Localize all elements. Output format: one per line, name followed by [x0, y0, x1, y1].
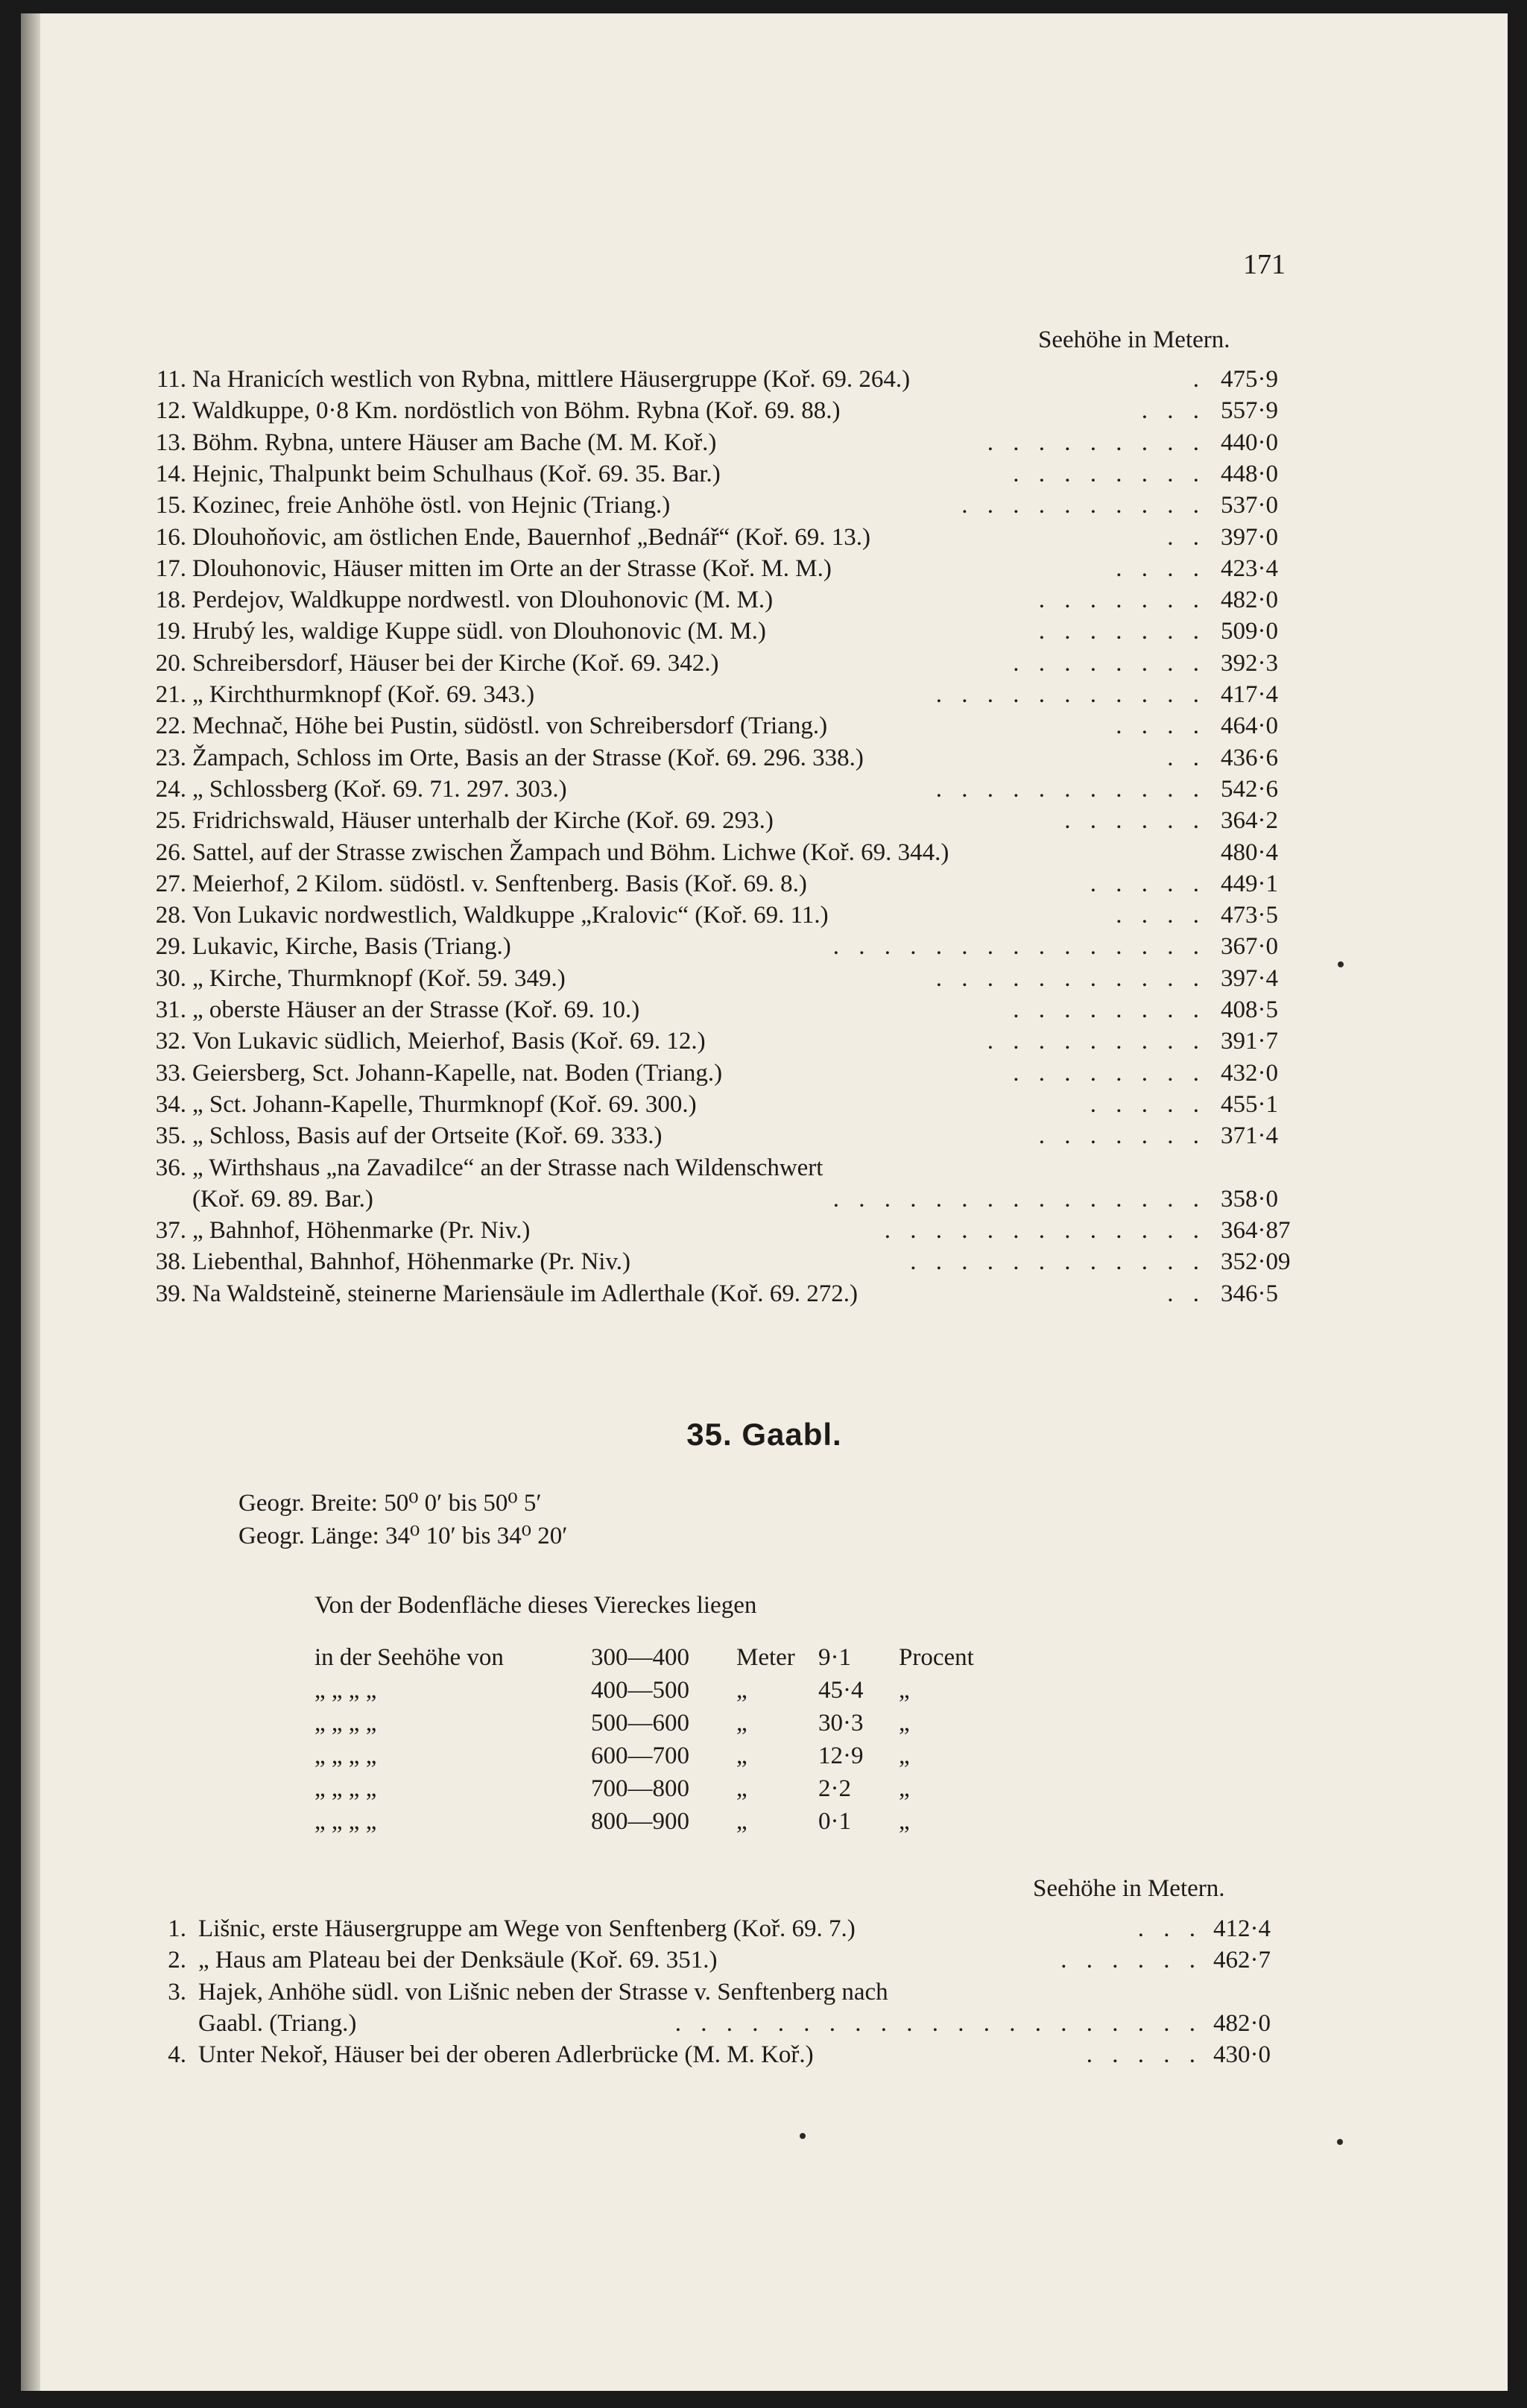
book-page: [21, 13, 1508, 2391]
distribution-range: 700—800: [591, 1775, 689, 1802]
entry-number: 30.: [155, 964, 186, 992]
elevation-value: 408·5: [1221, 996, 1278, 1023]
elevation-value: 509·0: [1221, 618, 1278, 645]
leader-dots: . . . .: [1116, 554, 1206, 582]
distribution-value: 9·1: [818, 1644, 851, 1671]
elevation-entry: [140, 679, 1303, 710]
elevation-entry: [140, 2008, 1303, 2039]
elevation-value: 542·6: [1221, 775, 1278, 803]
entry-number: 13.: [155, 429, 186, 456]
elevation-value: 436·6: [1221, 744, 1278, 771]
elevation-entry: [140, 522, 1303, 553]
elevation-value: 440·0: [1221, 429, 1278, 456]
elevation-value: 367·0: [1221, 933, 1278, 961]
latitude-line: Geogr. Breite: 50⁰ 0′ bis 50⁰ 5′: [238, 1490, 542, 1517]
distribution-unit: „: [736, 1677, 747, 1704]
leader-dots: . .: [1167, 744, 1206, 771]
entry-description: „ Schlossberg (Koř. 69. 71. 297. 303.): [192, 775, 567, 803]
entry-description: „ Schloss, Basis auf der Ortseite (Koř. 69. 333.): [192, 1122, 663, 1150]
elevation-entry: [140, 584, 1303, 616]
entry-number: 34.: [155, 1090, 186, 1118]
entry-number: 26.: [155, 838, 186, 866]
entry-description: „ Sct. Johann-Kapelle, Thurmknopf (Koř. 69. 300.): [192, 1090, 697, 1118]
entry-number: 12.: [155, 397, 186, 425]
entry-number: 20.: [155, 649, 186, 677]
leader-dots: . .: [1167, 523, 1206, 551]
elevation-entry: [140, 710, 1303, 742]
entry-number: 21.: [155, 681, 186, 708]
distribution-percent: „: [899, 1710, 910, 1737]
distribution-unit: „: [736, 1710, 747, 1737]
distribution-value: 2·2: [818, 1775, 851, 1802]
elevation-entry: [140, 1152, 1303, 1184]
elevation-value: 364·2: [1221, 807, 1278, 835]
entry-description: Hrubý les, waldige Kuppe südl. von Dlouhonovic (M. M.): [192, 618, 766, 645]
distribution-range: 800—900: [591, 1808, 689, 1835]
leader-dots: . . . . . . . .: [1013, 1059, 1206, 1087]
elevation-value: 480·4: [1221, 838, 1278, 866]
entry-description: Na Waldsteině, steinerne Mariensäule im Adlerthale (Koř. 69. 272.): [192, 1280, 858, 1307]
entry-number: 37.: [155, 1217, 186, 1245]
entry-number: 38.: [155, 1248, 186, 1276]
elevation-entry: [140, 1184, 1303, 1215]
entry-number: 16.: [155, 523, 186, 551]
entry-description: Von Lukavic nordwestlich, Waldkuppe „Kralovic“ (Koř. 69. 11.): [192, 902, 829, 929]
page-gutter: [21, 13, 40, 2391]
leader-dots: . . . . . . . . .: [987, 1028, 1206, 1055]
section-title: 35. Gaabl.: [686, 1417, 842, 1452]
leader-dots: .: [1192, 366, 1206, 393]
elevation-value: 455·1: [1221, 1090, 1278, 1118]
distribution-value: 0·1: [818, 1808, 851, 1835]
leader-dots: . . . . .: [1086, 2041, 1202, 2069]
leader-dots: . . . . . . . .: [1013, 649, 1206, 677]
elevation-value: 449·1: [1221, 870, 1278, 897]
entry-description: Meierhof, 2 Kilom. südöstl. v. Senftenberg. Basis (Koř. 69. 8.): [192, 870, 807, 897]
distribution-label: „ „ „ „: [314, 1742, 377, 1769]
elevation-entry: [140, 837, 1303, 868]
entry-description: „ Wirthshaus „na Zavadilce“ an der Strasse nach Wildenschwert: [192, 1154, 823, 1181]
entry-number: 29.: [155, 933, 186, 961]
elevation-entry: [140, 1246, 1303, 1277]
entry-number: 25.: [155, 807, 186, 835]
entry-number: 32.: [155, 1028, 186, 1055]
elevation-entry: [140, 774, 1303, 805]
ink-speck: [800, 2133, 806, 2139]
entry-description: „ oberste Häuser an der Strasse (Koř. 69. 10.): [192, 996, 640, 1023]
elevation-entry: [140, 742, 1303, 774]
elevation-entry: [140, 900, 1303, 931]
leader-dots: . . . . . .: [1064, 807, 1206, 835]
elevation-entry: [140, 1944, 1303, 1976]
leader-dots: . . . .: [1116, 712, 1206, 740]
ink-speck: [1338, 961, 1344, 967]
entry-description: „ Kirche, Thurmknopf (Koř. 59. 349.): [192, 964, 566, 992]
elevation-value: 473·5: [1221, 902, 1278, 929]
longitude-line: Geogr. Länge: 34⁰ 10′ bis 34⁰ 20′: [238, 1523, 568, 1549]
entry-description: (Koř. 69. 89. Bar.): [192, 1185, 373, 1213]
leader-dots: . . . . .: [1090, 1090, 1206, 1118]
leader-dots: . . . . . . . . . .: [961, 492, 1206, 519]
entry-number: 28.: [155, 902, 186, 929]
elevation-entry: [140, 1089, 1303, 1120]
elevation-value: 391·7: [1221, 1028, 1278, 1055]
leader-dots: . . . . . . .: [1038, 1122, 1206, 1150]
page-number: 171: [1243, 249, 1286, 280]
entry-number: 39.: [155, 1280, 186, 1307]
distribution-percent: Procent: [899, 1644, 974, 1671]
entry-description: Hajek, Anhöhe südl. von Lišnic neben der Strasse v. Senftenberg nach: [198, 1978, 888, 2006]
entry-description: Gaabl. (Triang.): [198, 2009, 357, 2037]
elevation-value: 537·0: [1221, 492, 1278, 519]
elevation-value: 412·4: [1213, 1915, 1271, 1942]
entry-number: 14.: [155, 460, 186, 487]
leader-dots: . . .: [1141, 397, 1206, 425]
entry-number: 24.: [155, 775, 186, 803]
elevation-entry: [140, 994, 1303, 1026]
entry-number: 36.: [155, 1154, 186, 1181]
elevation-value: 346·5: [1221, 1280, 1278, 1307]
distribution-value: 45·4: [818, 1677, 864, 1704]
leader-dots: . . . . . . . . . . .: [935, 681, 1206, 708]
distribution-label: „ „ „ „: [314, 1677, 377, 1704]
elevation-entry: [140, 931, 1303, 962]
distribution-range: 400—500: [591, 1677, 689, 1704]
leader-dots: . .: [1167, 1280, 1206, 1307]
leader-dots: . . . . . . .: [1038, 618, 1206, 645]
entry-description: Waldkuppe, 0·8 Km. nordöstlich von Böhm. Rybna (Koř. 69. 88.): [192, 397, 841, 425]
elevation-entry: [140, 1120, 1303, 1151]
entry-number: 11.: [156, 366, 186, 393]
distribution-label: in der Seehöhe von: [314, 1644, 504, 1671]
distribution-percent: „: [899, 1808, 910, 1835]
entry-number: 2.: [168, 1947, 186, 1974]
elevation-entry: [140, 395, 1303, 426]
elevation-entry: [140, 805, 1303, 836]
leader-dots: . . . . . . .: [1038, 587, 1206, 614]
column-header-top: Seehöhe in Metern.: [1038, 326, 1230, 353]
entry-number: 35.: [155, 1122, 186, 1150]
distribution-range: 600—700: [591, 1742, 689, 1769]
elevation-entry: [140, 963, 1303, 994]
entry-description: Dlouhonovic, Häuser mitten im Orte an der Strasse (Koř. M. M.): [192, 554, 832, 582]
entry-description: Mechnač, Höhe bei Pustin, südöstl. von Schreibersdorf (Triang.): [192, 712, 828, 740]
ink-speck: [1337, 2139, 1343, 2145]
elevation-value: 432·0: [1221, 1059, 1278, 1087]
elevation-value: 482·0: [1213, 2009, 1271, 2037]
elevation-entry: [140, 648, 1303, 679]
leader-dots: . . . . . . . . .: [987, 429, 1206, 456]
elevation-value: 464·0: [1221, 712, 1278, 740]
distribution-percent: „: [899, 1775, 910, 1802]
elevation-value: 371·4: [1221, 1122, 1278, 1150]
leader-dots: . . . . . . . . . . .: [935, 964, 1206, 992]
entry-description: Lišnic, erste Häusergruppe am Wege von Senftenberg (Koř. 69. 7.): [198, 1915, 856, 1942]
distribution-label: „ „ „ „: [314, 1775, 377, 1802]
distribution-range: 500—600: [591, 1710, 689, 1737]
entry-description: Na Hranicích westlich von Rybna, mittlere Häusergruppe (Koř. 69. 264.): [192, 366, 911, 393]
distribution-percent: „: [899, 1742, 910, 1769]
leader-dots: . . .: [1137, 1915, 1202, 1942]
elevation-value: 557·9: [1221, 397, 1278, 425]
distribution-label: „ „ „ „: [314, 1710, 377, 1737]
distribution-unit: „: [736, 1808, 747, 1835]
distribution-intro: Von der Bodenfläche dieses Viereckes liegen: [314, 1592, 757, 1619]
leader-dots: . . . . . . . .: [1013, 460, 1206, 487]
elevation-value: 462·7: [1213, 1947, 1271, 1974]
elevation-value: 352·09: [1221, 1248, 1291, 1276]
entry-description: Von Lukavic südlich, Meierhof, Basis (Koř. 69. 12.): [192, 1028, 706, 1055]
entry-number: 23.: [155, 744, 186, 771]
elevation-entry: [140, 458, 1303, 490]
distribution-unit: „: [736, 1775, 747, 1802]
distribution-unit: „: [736, 1742, 747, 1769]
elevation-value: 397·0: [1221, 523, 1278, 551]
elevation-value: 482·0: [1221, 587, 1278, 614]
distribution-label: „ „ „ „: [314, 1808, 377, 1835]
distribution-unit: Meter: [736, 1644, 795, 1671]
entry-description: „ Bahnhof, Höhenmarke (Pr. Niv.): [192, 1217, 531, 1245]
distribution-percent: „: [899, 1677, 910, 1704]
entry-number: 22.: [155, 712, 186, 740]
entry-description: Geiersberg, Sct. Johann-Kapelle, nat. Boden (Triang.): [192, 1059, 723, 1087]
elevation-entry: [140, 616, 1303, 647]
elevation-value: 417·4: [1221, 681, 1278, 708]
elevation-entry: [140, 1058, 1303, 1089]
elevation-entry: [140, 1026, 1303, 1057]
elevation-value: 430·0: [1213, 2041, 1271, 2069]
leader-dots: . . . . . . . . . . . .: [910, 1248, 1206, 1276]
entry-number: 17.: [155, 554, 186, 582]
leader-dots: . . . . . . . . . . . . .: [884, 1217, 1206, 1245]
entry-description: Perdejov, Waldkuppe nordwestl. von Dlouhonovic (M. M.): [192, 587, 774, 614]
entry-number: 4.: [168, 2041, 186, 2069]
entry-description: Dlouhoňovic, am östlichen Ende, Bauernhof „Bednář“ (Koř. 69. 13.): [192, 523, 870, 551]
entry-description: Schreibersdorf, Häuser bei der Kirche (Koř. 69. 342.): [192, 649, 719, 677]
entry-description: Žampach, Schloss im Orte, Basis an der Strasse (Koř. 69. 296. 338.): [192, 744, 864, 771]
leader-dots: . . . . . . . . . . . . . . . . . . . . .: [674, 2009, 1202, 2037]
leader-dots: . . . . . .: [1060, 1947, 1202, 1974]
distribution-value: 30·3: [818, 1710, 864, 1737]
leader-dots: . . . . . . . . . . . . . . .: [832, 1185, 1206, 1213]
elevation-value: 397·4: [1221, 964, 1278, 992]
elevation-entry: [140, 553, 1303, 584]
distribution-range: 300—400: [591, 1644, 689, 1671]
entry-number: 31.: [155, 996, 186, 1023]
elevation-entry: [140, 1215, 1303, 1246]
entry-description: Unter Nekoř, Häuser bei der oberen Adlerbrücke (M. M. Koř.): [198, 2041, 814, 2069]
entry-number: 1.: [168, 1915, 186, 1942]
elevation-entry: [140, 427, 1303, 458]
entry-number: 15.: [155, 492, 186, 519]
elevation-value: 364·87: [1221, 1217, 1291, 1245]
elevation-entry: [140, 1278, 1303, 1309]
entry-description: Liebenthal, Bahnhof, Höhenmarke (Pr. Niv.): [192, 1248, 631, 1276]
entry-description: „ Kirchthurmknopf (Koř. 69. 343.): [192, 681, 535, 708]
entry-number: 3.: [168, 1978, 186, 2006]
elevation-value: 392·3: [1221, 649, 1278, 677]
entry-number: 27.: [155, 870, 186, 897]
entry-description: Lukavic, Kirche, Basis (Triang.): [192, 933, 511, 961]
entry-description: Sattel, auf der Strasse zwischen Žampach und Böhm. Lichwe (Koř. 69. 344.): [192, 838, 949, 866]
entry-number: 19.: [155, 618, 186, 645]
entry-description: Kozinec, freie Anhöhe östl. von Hejnic (Triang.): [192, 492, 671, 519]
elevation-entry: [140, 490, 1303, 521]
elevation-entry: [140, 364, 1303, 395]
entry-description: „ Haus am Plateau bei der Denksäule (Koř. 69. 351.): [198, 1947, 718, 1974]
leader-dots: . . . .: [1116, 902, 1206, 929]
entry-description: Hejnic, Thalpunkt beim Schulhaus (Koř. 69. 35. Bar.): [192, 460, 721, 487]
elevation-entry: [140, 1913, 1303, 1944]
leader-dots: . . . . . . . . . . . . . . .: [832, 933, 1206, 961]
elevation-value: 475·9: [1221, 366, 1278, 393]
entry-description: Fridrichswald, Häuser unterhalb der Kirche (Koř. 69. 293.): [192, 807, 774, 835]
elevation-entry: [140, 868, 1303, 900]
elevation-value: 423·4: [1221, 554, 1278, 582]
distribution-value: 12·9: [818, 1742, 864, 1769]
leader-dots: . . . . . . . .: [1013, 996, 1206, 1023]
column-header-bottom: Seehöhe in Metern.: [1033, 1875, 1225, 1902]
leader-dots: . . . . .: [1090, 870, 1206, 897]
entry-number: 33.: [155, 1059, 186, 1087]
leader-dots: . . . . . . . . . . .: [935, 775, 1206, 803]
entry-description: Böhm. Rybna, untere Häuser am Bache (M. M. Koř.): [192, 429, 717, 456]
elevation-entry: [140, 1976, 1303, 2008]
entry-number: 18.: [155, 587, 186, 614]
elevation-value: 358·0: [1221, 1185, 1278, 1213]
elevation-value: 448·0: [1221, 460, 1278, 487]
elevation-entry: [140, 2039, 1303, 2070]
